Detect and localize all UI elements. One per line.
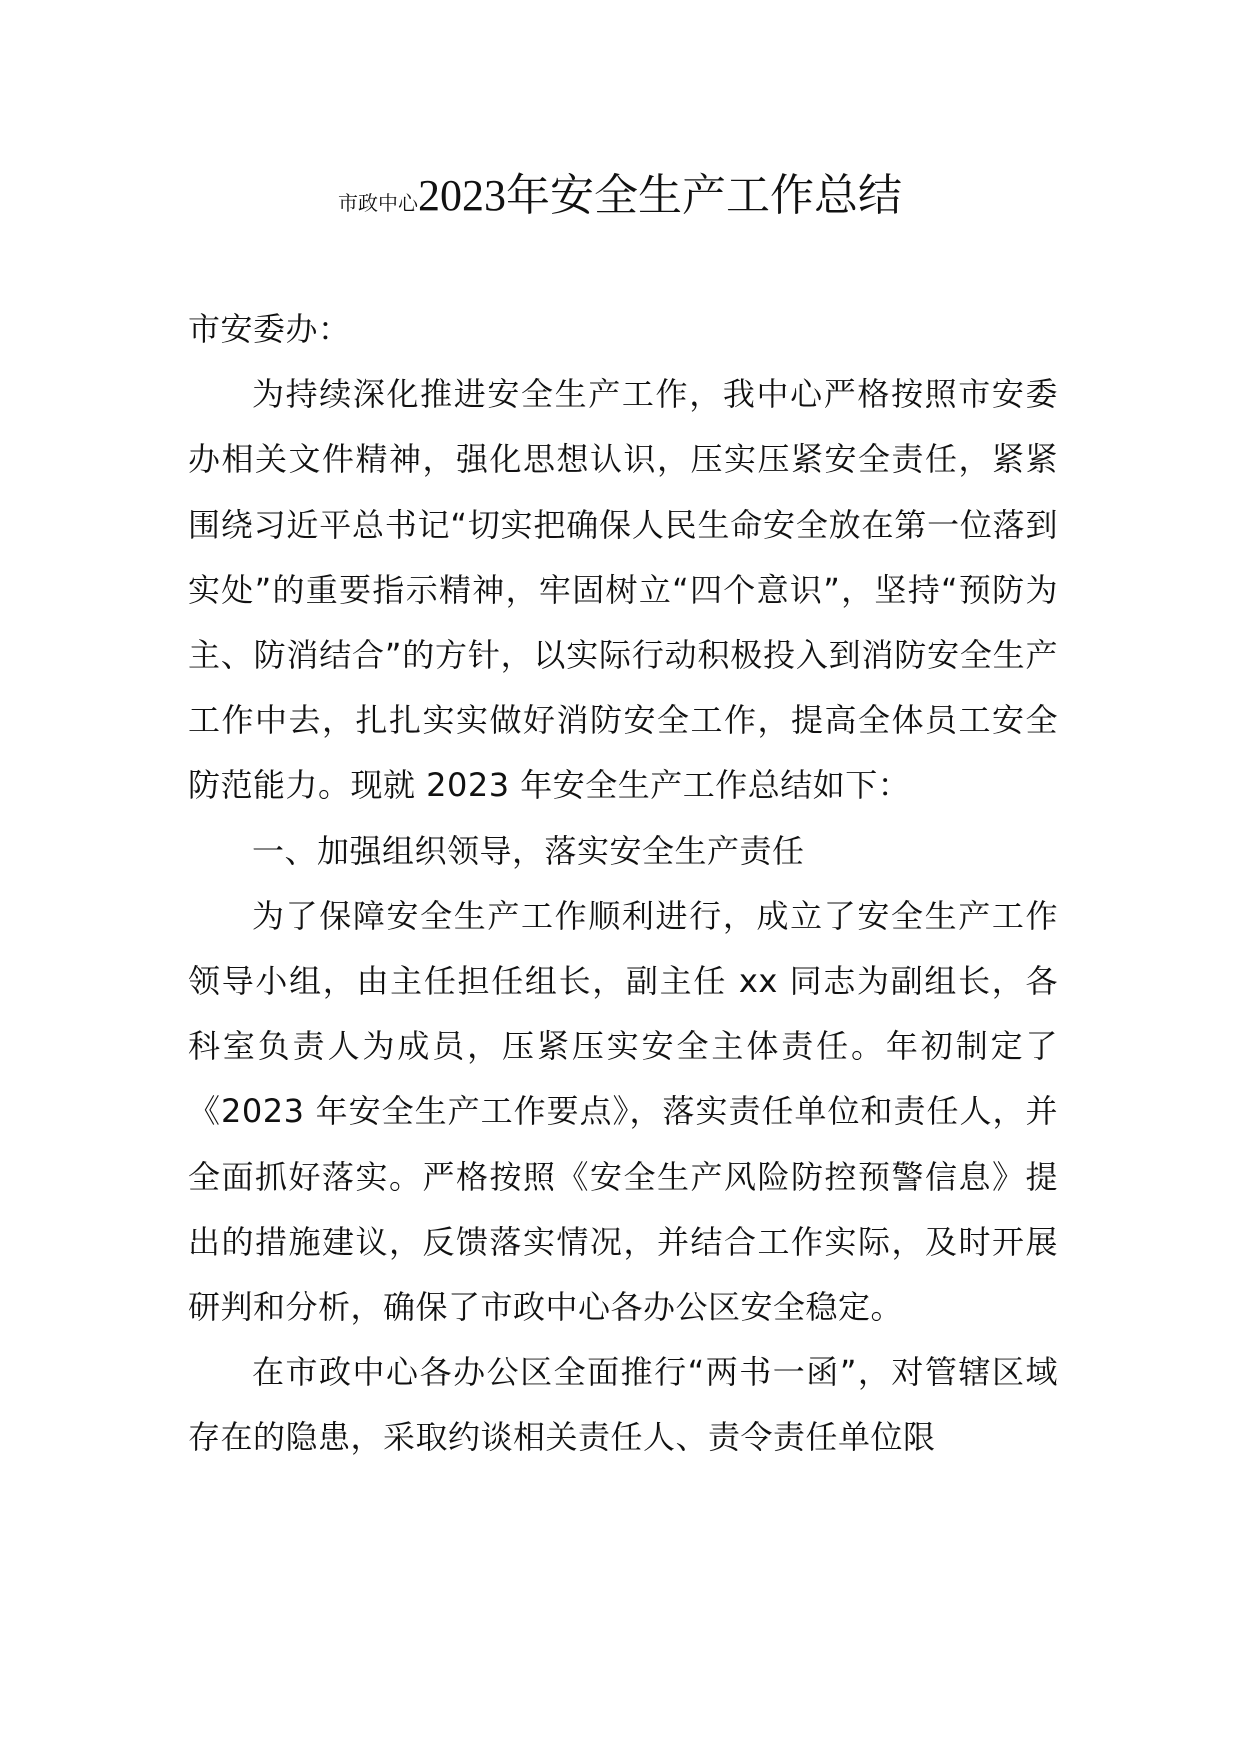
section-heading-1: 一、加强组织领导，落实安全生产责任 <box>252 831 805 870</box>
salutation: 市安委办： <box>188 310 351 348</box>
title-main: 年安全生产工作总结 <box>506 170 902 221</box>
title-org: 市政中心 <box>338 193 418 215</box>
document-body <box>188 297 1058 1471</box>
title-year: 2023 <box>418 171 506 220</box>
document-title <box>0 166 1240 235</box>
paragraph-intro: 为持续深化推进安全生产工作，我中心严格按照市安委办相关文件精神，强化思想认识，压实压紧安全责任，紧紧围绕习近平总书记“切实把确保人民生命安全放在第一位落到实处”的重要指示精神，牢固树立“四个意识”，坚持“预防为主、防消结合”的方针，以实际行动积极投入到消防安全生产工作中去，扎扎实实做好消防安全工作，提高全体员工安全防范能力。现就 2023 年安全生产工作总结如下： <box>188 375 1058 805</box>
paragraph-organization: 为了保障安全生产工作顺利进行，成立了安全生产工作领导小组，由主任担任组长，副主任 xx 同志为副组长，各科室负责人为成员，压紧压实安全主体责任。年初制定了《2023 年安全生产工作要点》，落实责任单位和责任人，并全面抓好落实。严格按照《安全生产风险防控预警信息》提出的措施建议，反馈落实情况，并结合工作实际，及时开展研判和分析，确保了市政中心各办公区安全稳定。 <box>188 896 1058 1327</box>
paragraph-two-books-one-letter: 在市政中心各办公区全面推行“两书一函”，对管辖区域存在的隐患，采取约谈相关责任人、责令责任单位限 <box>188 1353 1058 1457</box>
